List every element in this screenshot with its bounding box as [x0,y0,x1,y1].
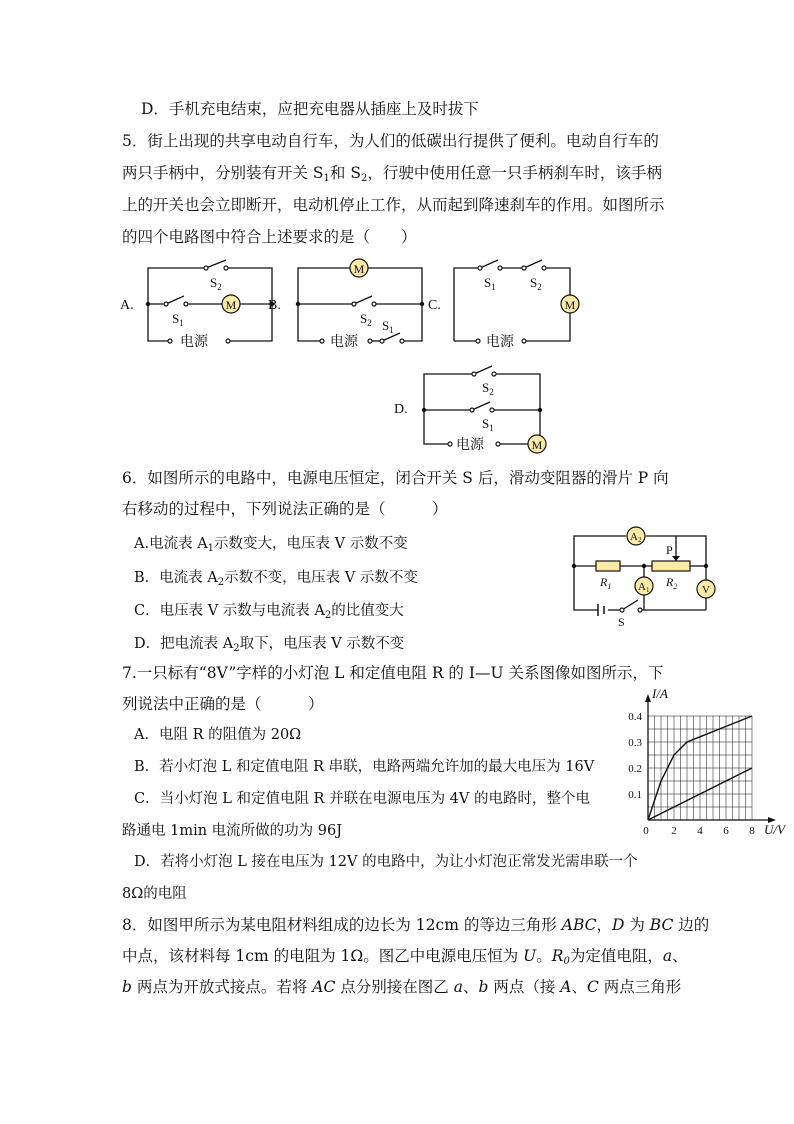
chart-grid [648,716,752,820]
x-tick-label: 0 [643,825,649,837]
x-tick-label: 8 [749,825,755,837]
rheostat-r2 [652,561,690,571]
svg-text:电源: 电源 [330,335,358,350]
y-tick-label: 0.1 [628,789,642,801]
circuit-diagram-d [394,366,554,456]
resistor-r1 [596,561,620,571]
svg-text:电源: 电源 [486,335,514,350]
option-a-label: A. [120,298,134,313]
svg-text:V: V [702,584,710,596]
chart-axes [645,694,776,823]
x-axis-label: U/V [764,822,785,837]
svg-text:P: P [666,543,673,557]
option-c-label: C. [428,298,441,313]
svg-text:M: M [225,298,237,312]
svg-text:S1: $S_1$ [482,416,494,433]
svg-text:S1: $S_1$ [172,311,184,328]
q8-line-1: 8．如图甲所示为某电阻材料组成的边长为 12cm 的等边三角形 ABC，D 为 BC 边的 [122,916,710,934]
svg-text:电源: 电源 [180,335,208,350]
svg-text:S: S [618,615,625,629]
q6-line-1: 6．如图所示的电路中，电源电压恒定，闭合开关 S 后，滑动变阻器的滑片 P 向 [122,469,669,487]
svg-text:S2: $S_2$ [482,380,494,397]
q7-option-d-line-1: D．若将小灯泡 L 接在电压为 12V 的电路中，为让小灯泡正常发光需串联一个 [134,854,638,870]
y-tick-label: 0.3 [628,737,642,749]
circuit-diagram-c [428,258,578,358]
q7-option-a: A．电阻 R 的阻值为 20Ω [134,727,302,743]
svg-text:S2: $S_2$ [210,275,222,292]
x-tick-label: 4 [697,825,703,837]
q6-option-c: C．电压表 V 示数与电流表 $A_2$的比值变大 [134,603,404,621]
q6-option-b: B．电流表 $A_2$示数不变，电压表 V 示数不变 [134,570,418,588]
x-tick-label: 6 [723,825,729,837]
circuit-diagram-a [118,258,288,358]
circuit-diagram-b [266,258,436,358]
svg-text:S2: $S_2$ [360,311,372,328]
y-tick-label: 0.2 [628,763,642,775]
q7-option-c-line-2: 路通电 1min 电流所做的功为 96J [122,823,343,839]
svg-text:S2: $S_2$ [530,275,542,292]
svg-text:A1: A1 [638,581,650,594]
svg-text:A2: A2 [630,531,642,544]
q5-line-1: 5．街上出现的共享电动自行车，为人们的低碳出行提供了便利。电动自行车的 [122,132,659,150]
option-d-label: D. [394,402,408,417]
q5-line-2: 两只手柄中，分别装有开关 $S_1$和 $S_2$，行驶中使用任意一只手柄刹车时，该手柄 [122,164,662,184]
q8-line-2: 中点，该材料每 1cm 的电阻为 1Ω。图乙中电源电压恒为 U。$R_0$为定值电阻，a、 [122,947,688,967]
iu-chart [618,688,788,838]
q6-circuit-diagram [566,520,716,630]
q7-option-c-line-1: C．当小灯泡 L 和定值电阻 R 并联在电源电压为 4V 的电路时，整个电 [134,791,590,807]
svg-text:M: M [564,298,576,312]
q6-option-a: A.电流表 $A_1$示数变大，电压表 V 示数不变 [134,536,408,554]
svg-text:S1: $S_1$ [382,318,394,335]
svg-text:S1: $S_1$ [484,275,496,292]
q5-line-4: 的四个电路图中符合上述要求的是（ ） [122,228,417,246]
option-b-label: B. [268,298,281,313]
q4-option-d: D．手机充电结束，应把充电器从插座上及时拔下 [141,100,479,118]
q7-line-1: 7.一只标有“8V”字样的小灯泡 L 和定值电阻 R 的 I—U 关系图像如图所示，下 [122,664,664,682]
svg-text:M: M [353,262,365,276]
q7-option-b: B．若小灯泡 L 和定值电阻 R 串联，电路两端允许加的最大电压为 16V [134,759,595,775]
y-axis-arrow [645,694,651,702]
q8-line-3: b 两点为开放式接点。若将 AC 点分别接在图乙 a、b 两点（接 A、C 两点三角形 [122,978,682,996]
q7-option-d-line-2: 8Ω的电阻 [122,886,187,902]
svg-text:M: M [531,438,543,452]
y-tick-label: 0.4 [628,711,642,723]
q5-line-3: 上的开关也会立即断开，电动机停止工作，从而起到降速刹车的作用。如图所示 [122,196,665,214]
svg-text:R1: $R_1$ [600,575,612,591]
q6-option-d: D．把电流表 $A_2$取下，电压表 V 示数不变 [134,636,405,654]
svg-text:电源: 电源 [456,438,484,453]
y-axis-label: I/A [652,686,668,701]
x-tick-label: 2 [671,825,677,837]
q7-line-2: 列说法中正确的是（ ） [122,695,324,713]
svg-text:R2: $R_2$ [666,575,678,591]
q6-line-2: 右移动的过程中，下列说法正确的是（ ） [122,500,448,518]
